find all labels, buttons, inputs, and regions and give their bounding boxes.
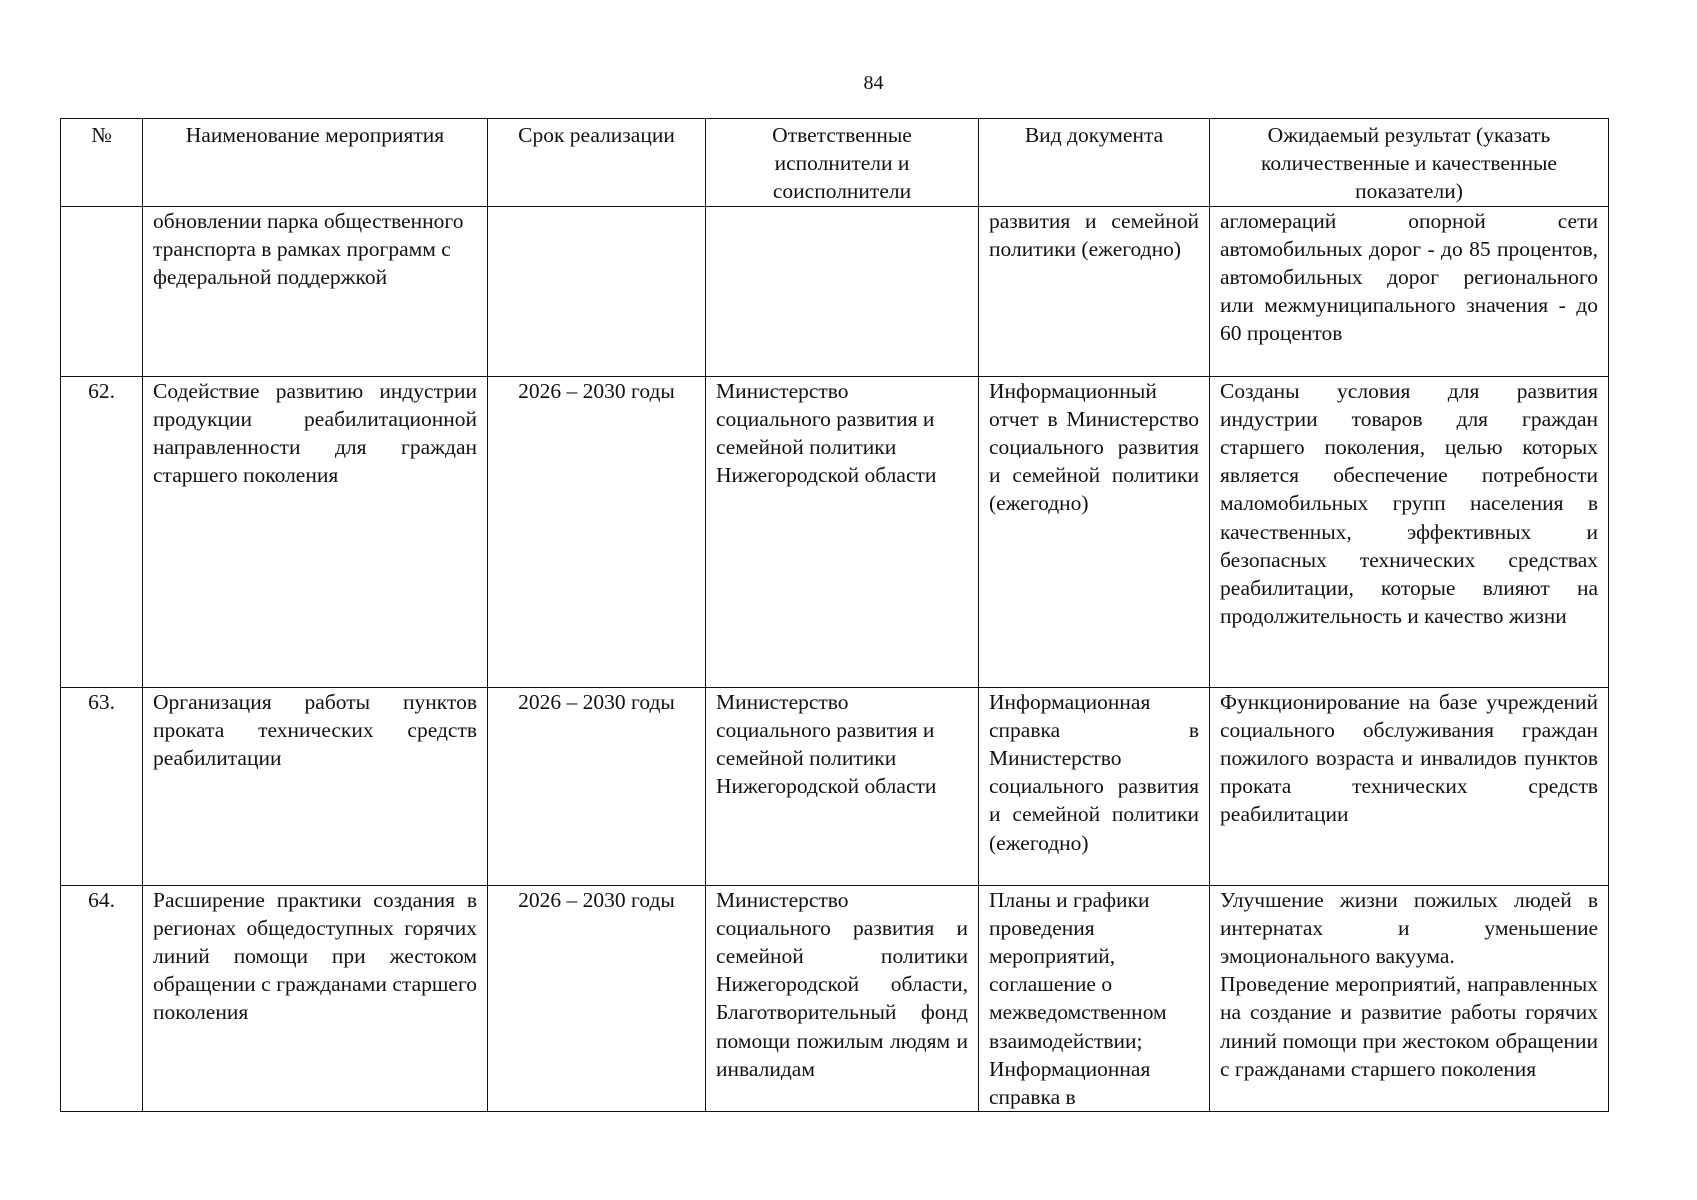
measure-name: Расширение практики создания в регионах общедоступных горячих линий помощи при жестоком обращении с гражданами старшего поколения: [143, 885, 488, 1112]
header-result: Ожидаемый результат (указать количественные и качественные показатели): [1210, 119, 1609, 207]
header-document: Вид документа: [979, 119, 1210, 207]
expected-result: Созданы условия для развития индустрии товаров для граждан старшего поколения, целью которых является обеспечение потребности маломобильных групп населения в качественных, эффективных и безопасных технических средствах реабилитации, которые влияют на продолжительность и качество жизни: [1210, 376, 1609, 687]
table-header-row: [61, 119, 1609, 207]
executors: [706, 206, 979, 376]
expected-result: [1210, 885, 1609, 1112]
page-number: 84: [863, 72, 884, 94]
document-type: Информационная справка в Министерство социального развития и семейной политики (ежегодно): [979, 687, 1210, 885]
expected-result: Функционирование на базе учреждений социального обслуживания граждан пожилого возраста и инвалидов пунктов проката технических средств реабилитации: [1210, 687, 1609, 885]
document-type: развития и семейной политики (ежегодно): [979, 206, 1210, 376]
expected-result: агломераций опорной сети автомобильных дорог - до 85 процентов, автомобильных дорог регионального или межмуниципального значения - до 60 процентов: [1210, 206, 1609, 376]
header-term: Срок реализации: [488, 119, 706, 207]
measure-name: Содействие развитию индустрии продукции реабилитационной направленности для граждан старшего поколения: [143, 376, 488, 687]
document-type: Планы и графики проведения мероприятий, соглашение о межведомственном взаимодействии; Информационная справка в: [979, 885, 1210, 1112]
implementation-term: 2026 – 2030 годы: [488, 687, 706, 885]
table-row: [61, 206, 1609, 376]
header-executors: Ответственные исполнители и соисполнители: [706, 119, 979, 207]
row-number: 63.: [61, 687, 143, 885]
row-number: 62.: [61, 376, 143, 687]
expected-result-paragraph: Проведение мероприятий, направленных на создание и развитие работы горячих линий помощи при жестоком обращении с гражданами старшего поколения: [1220, 972, 1598, 1081]
header-name: Наименование мероприятия: [143, 119, 488, 207]
table-row: [61, 687, 1609, 885]
table-row: [61, 376, 1609, 687]
expected-result-paragraph: Улучшение жизни пожилых людей в интернатах и уменьшение эмоционального вакуума.: [1220, 887, 1598, 969]
header-num: №: [61, 119, 143, 207]
executors: Министерство социального развития и семейной политики Нижегородской области: [706, 687, 979, 885]
implementation-term: [488, 206, 706, 376]
measure-name: Организация работы пунктов проката технических средств реабилитации: [143, 687, 488, 885]
action-plan-table: [60, 118, 1609, 1112]
implementation-term: 2026 – 2030 годы: [488, 376, 706, 687]
executors: Министерство социального развития и семейной политики Нижегородской области, Благотворительный фонд помощи пожилым людям и инвалидам: [706, 885, 979, 1112]
table-row: [61, 885, 1609, 1112]
row-number: [61, 206, 143, 376]
implementation-term: 2026 – 2030 годы: [488, 885, 706, 1112]
document-type: Информационный отчет в Министерство социального развития и семейной политики (ежегодно): [979, 376, 1210, 687]
row-number: 64.: [61, 885, 143, 1112]
measure-name: обновлении парка общественного транспорта в рамках программ с федеральной поддержкой: [143, 206, 488, 376]
executors: Министерство социального развития и семейной политики Нижегородской области: [706, 376, 979, 687]
